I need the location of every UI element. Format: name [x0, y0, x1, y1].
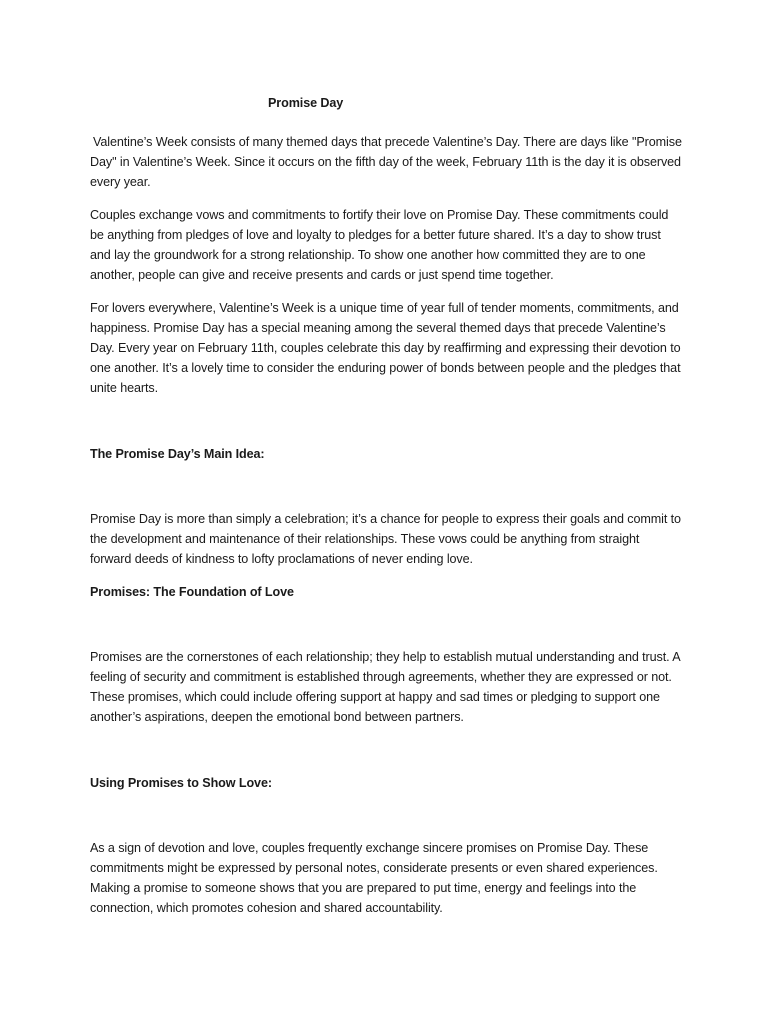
section-paragraph-foundation: Promises are the cornerstones of each relationship; they help to establish mutual understanding and trust. A feeling of security and commitment is established through agreements, whether they are expressed or not. These promises, which could include offering support at happy and sad times or pledging to support one another’s aspirations, deepen the emotional bond between partners.: [90, 650, 680, 724]
body-paragraph: For lovers everywhere, Valentine’s Week is a unique time of year full of tender moments, commitments, and happiness. Promise Day has a special meaning among the several themed days that precede Valentine’s Day. Every year on February 11th, couples celebrate this day by reaffirming and expressing their devotion to one another. It’s a lovely time to consider the enduring power of bonds between people and the pledges that unite hearts.: [90, 301, 681, 395]
document-body: [90, 93, 682, 931]
section-heading-show-love: Using Promises to Show Love:: [90, 776, 272, 790]
section-paragraph-main-idea: Promise Day is more than simply a celebration; it’s a chance for people to express their goals and commit to the development and maintenance of their relationships. These vows could be anything from straight forward deeds of kindness to lofty proclamations of never ending love.: [90, 512, 681, 566]
section-heading-main-idea: The Promise Day’s Main Idea:: [90, 447, 265, 461]
section-heading-foundation: Promises: The Foundation of Love: [90, 585, 294, 599]
section-paragraph-show-love: As a sign of devotion and love, couples frequently exchange sincere promises on Promise Day. These commitments might be expressed by personal notes, considerate presents or even shared experiences. Making a promise to someone shows that you are prepared to put time, energy and feelings into the connection, which promotes cohesion and shared accountability.: [90, 841, 658, 915]
document-title: Promise Day: [268, 96, 344, 110]
intro-paragraph: Valentine’s Week consists of many themed days that precede Valentine’s Day. There are days like "Promise Day" in Valentine’s Week. Since it occurs on the fifth day of the week, February 11th is the day it is observed every year.: [90, 135, 682, 189]
body-paragraph: Couples exchange vows and commitments to fortify their love on Promise Day. These commitments could be anything from pledges of love and loyalty to pledges for a better future shared. It’s a day to show trust and lay the groundwork for a strong relationship. To show one another how committed they are to one another, people can give and receive presents and cards or just spend time together.: [90, 208, 669, 282]
